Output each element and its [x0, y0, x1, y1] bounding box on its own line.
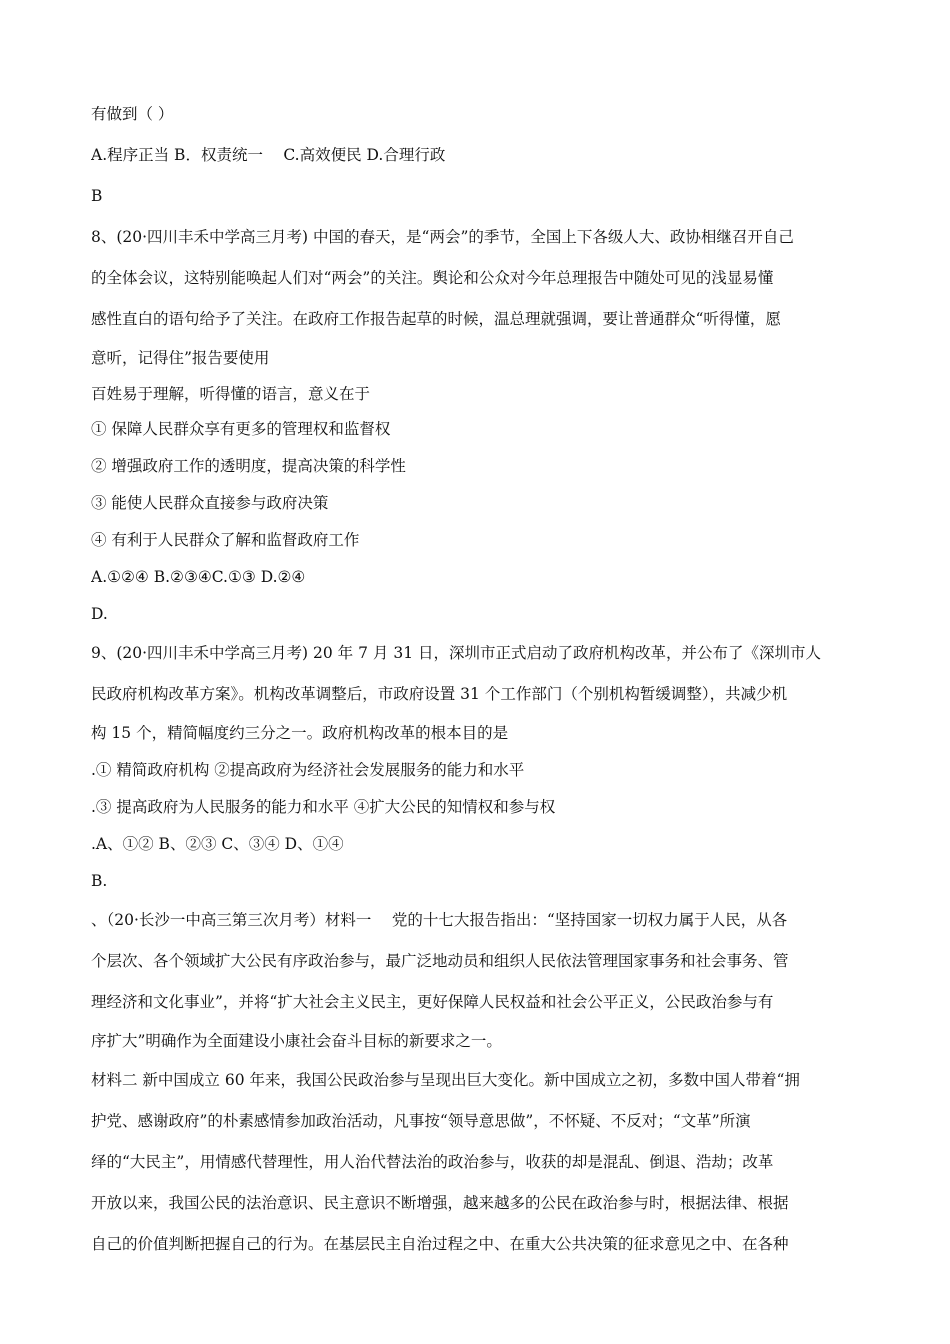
q10-material1-line-3: 理经济和文化事业”，并将“扩大社会主义民主，更好保障人民权益和社会公平正义，公民政治参与有	[91, 993, 774, 1011]
q9-stem-line-3: 构 15 个，精简幅度约三分之一。政府机构改革的根本目的是	[91, 724, 509, 742]
q8-stem-line-4: 意听，记得住”报告要使用	[91, 349, 270, 367]
q8-stem-line-3: 感性直白的语句给予了关注。在政府工作报告起草的时候，温总理就强调，要让普通群众“听得懂，愿	[91, 310, 781, 328]
q8-choice-3: ③ 能使人民群众直接参与政府决策	[91, 494, 329, 512]
q9-stem-line-1: 9、(20·四川丰禾中学高三月考) 20 年 7 月 31 日，深圳市正式启动了政府机构改革，并公布了《深圳市人	[91, 644, 821, 662]
q10-material2-line-3: 绎的“大民主”，用情感代替理性，用人治代替法治的政治参与，收获的却是混乱、倒退、浩劫；改革	[91, 1153, 774, 1171]
q10-material2-line-4: 开放以来，我国公民的法治意识、民主意识不断增强，越来越多的公民在政治参与时，根据法律、根据	[91, 1194, 789, 1212]
q7-options: A.程序正当 B．权责统一 C.高效便民 D.合理行政	[91, 146, 446, 164]
q10-material1-line-4: 序扩大”明确作为全面建设小康社会奋斗目标的新要求之一。	[91, 1032, 502, 1050]
q9-options: .A、①② B、②③ C、③④ D、①④	[91, 835, 344, 853]
q8-choice-2: ② 增强政府工作的透明度，提高决策的科学性	[91, 457, 406, 475]
q10-material2-line-1: 材料二 新中国成立 60 年来，我国公民政治参与呈现出巨大变化。新中国成立之初，多数中国人带着“拥	[91, 1071, 800, 1089]
q9-choice-2: .③ 提高政府为人民服务的能力和水平 ④扩大公民的知情权和参与权	[91, 798, 556, 816]
q10-material1-line-1: 、（20·长沙一中高三第三次月考）材料一 党的十七大报告指出：“坚持国家一切权力属于人民，从各	[91, 911, 788, 929]
q8-stem-line-1: 8、(20·四川丰禾中学高三月考) 中国的春天，是“两会”的季节，全国上下各级人大、政协相继召开自己	[91, 228, 794, 246]
q10-material2-line-2: 护党、感谢政府”的朴素感情参加政治活动，凡事按“领导意思做”，不怀疑、不反对；“文革”所演	[91, 1112, 751, 1130]
q9-stem-line-2: 民政府机构改革方案》。机构改革调整后，市政府设置 31 个工作部门（个别机构暂缓调整），共减少机	[91, 685, 788, 703]
q7-answer: B	[91, 187, 103, 205]
q7-stem-tail: 有做到（ ）	[91, 105, 174, 123]
q10-material1-line-2: 个层次、各个领域扩大公民有序政治参与，最广泛地动员和组织人民依法管理国家事务和社会事务、管	[91, 952, 789, 970]
document-body	[91, 94, 859, 1265]
q10-material2-line-5: 自己的价值判断把握自己的行为。在基层民主自治过程之中、在重大公共决策的征求意见之中、在各种	[91, 1235, 789, 1253]
q8-choice-1: ① 保障人民群众享有更多的管理权和监督权	[91, 420, 391, 438]
q8-options: A.①②④ B.②③④C.①③ D.②④	[91, 568, 306, 586]
q8-stem-line-2: 的全体会议，这特别能唤起人们对“两会”的关注。舆论和公众对今年总理报告中随处可见的浅显易懂	[91, 269, 774, 287]
q9-choice-1: .① 精简政府机构 ②提高政府为经济社会发展服务的能力和水平	[91, 761, 525, 779]
q8-stem-line-5: 百姓易于理解，听得懂的语言，意义在于	[91, 385, 371, 403]
q9-answer: B.	[91, 872, 108, 890]
q8-choice-4: ④ 有利于人民群众了解和监督政府工作	[91, 531, 360, 549]
q8-answer: D.	[91, 605, 108, 623]
